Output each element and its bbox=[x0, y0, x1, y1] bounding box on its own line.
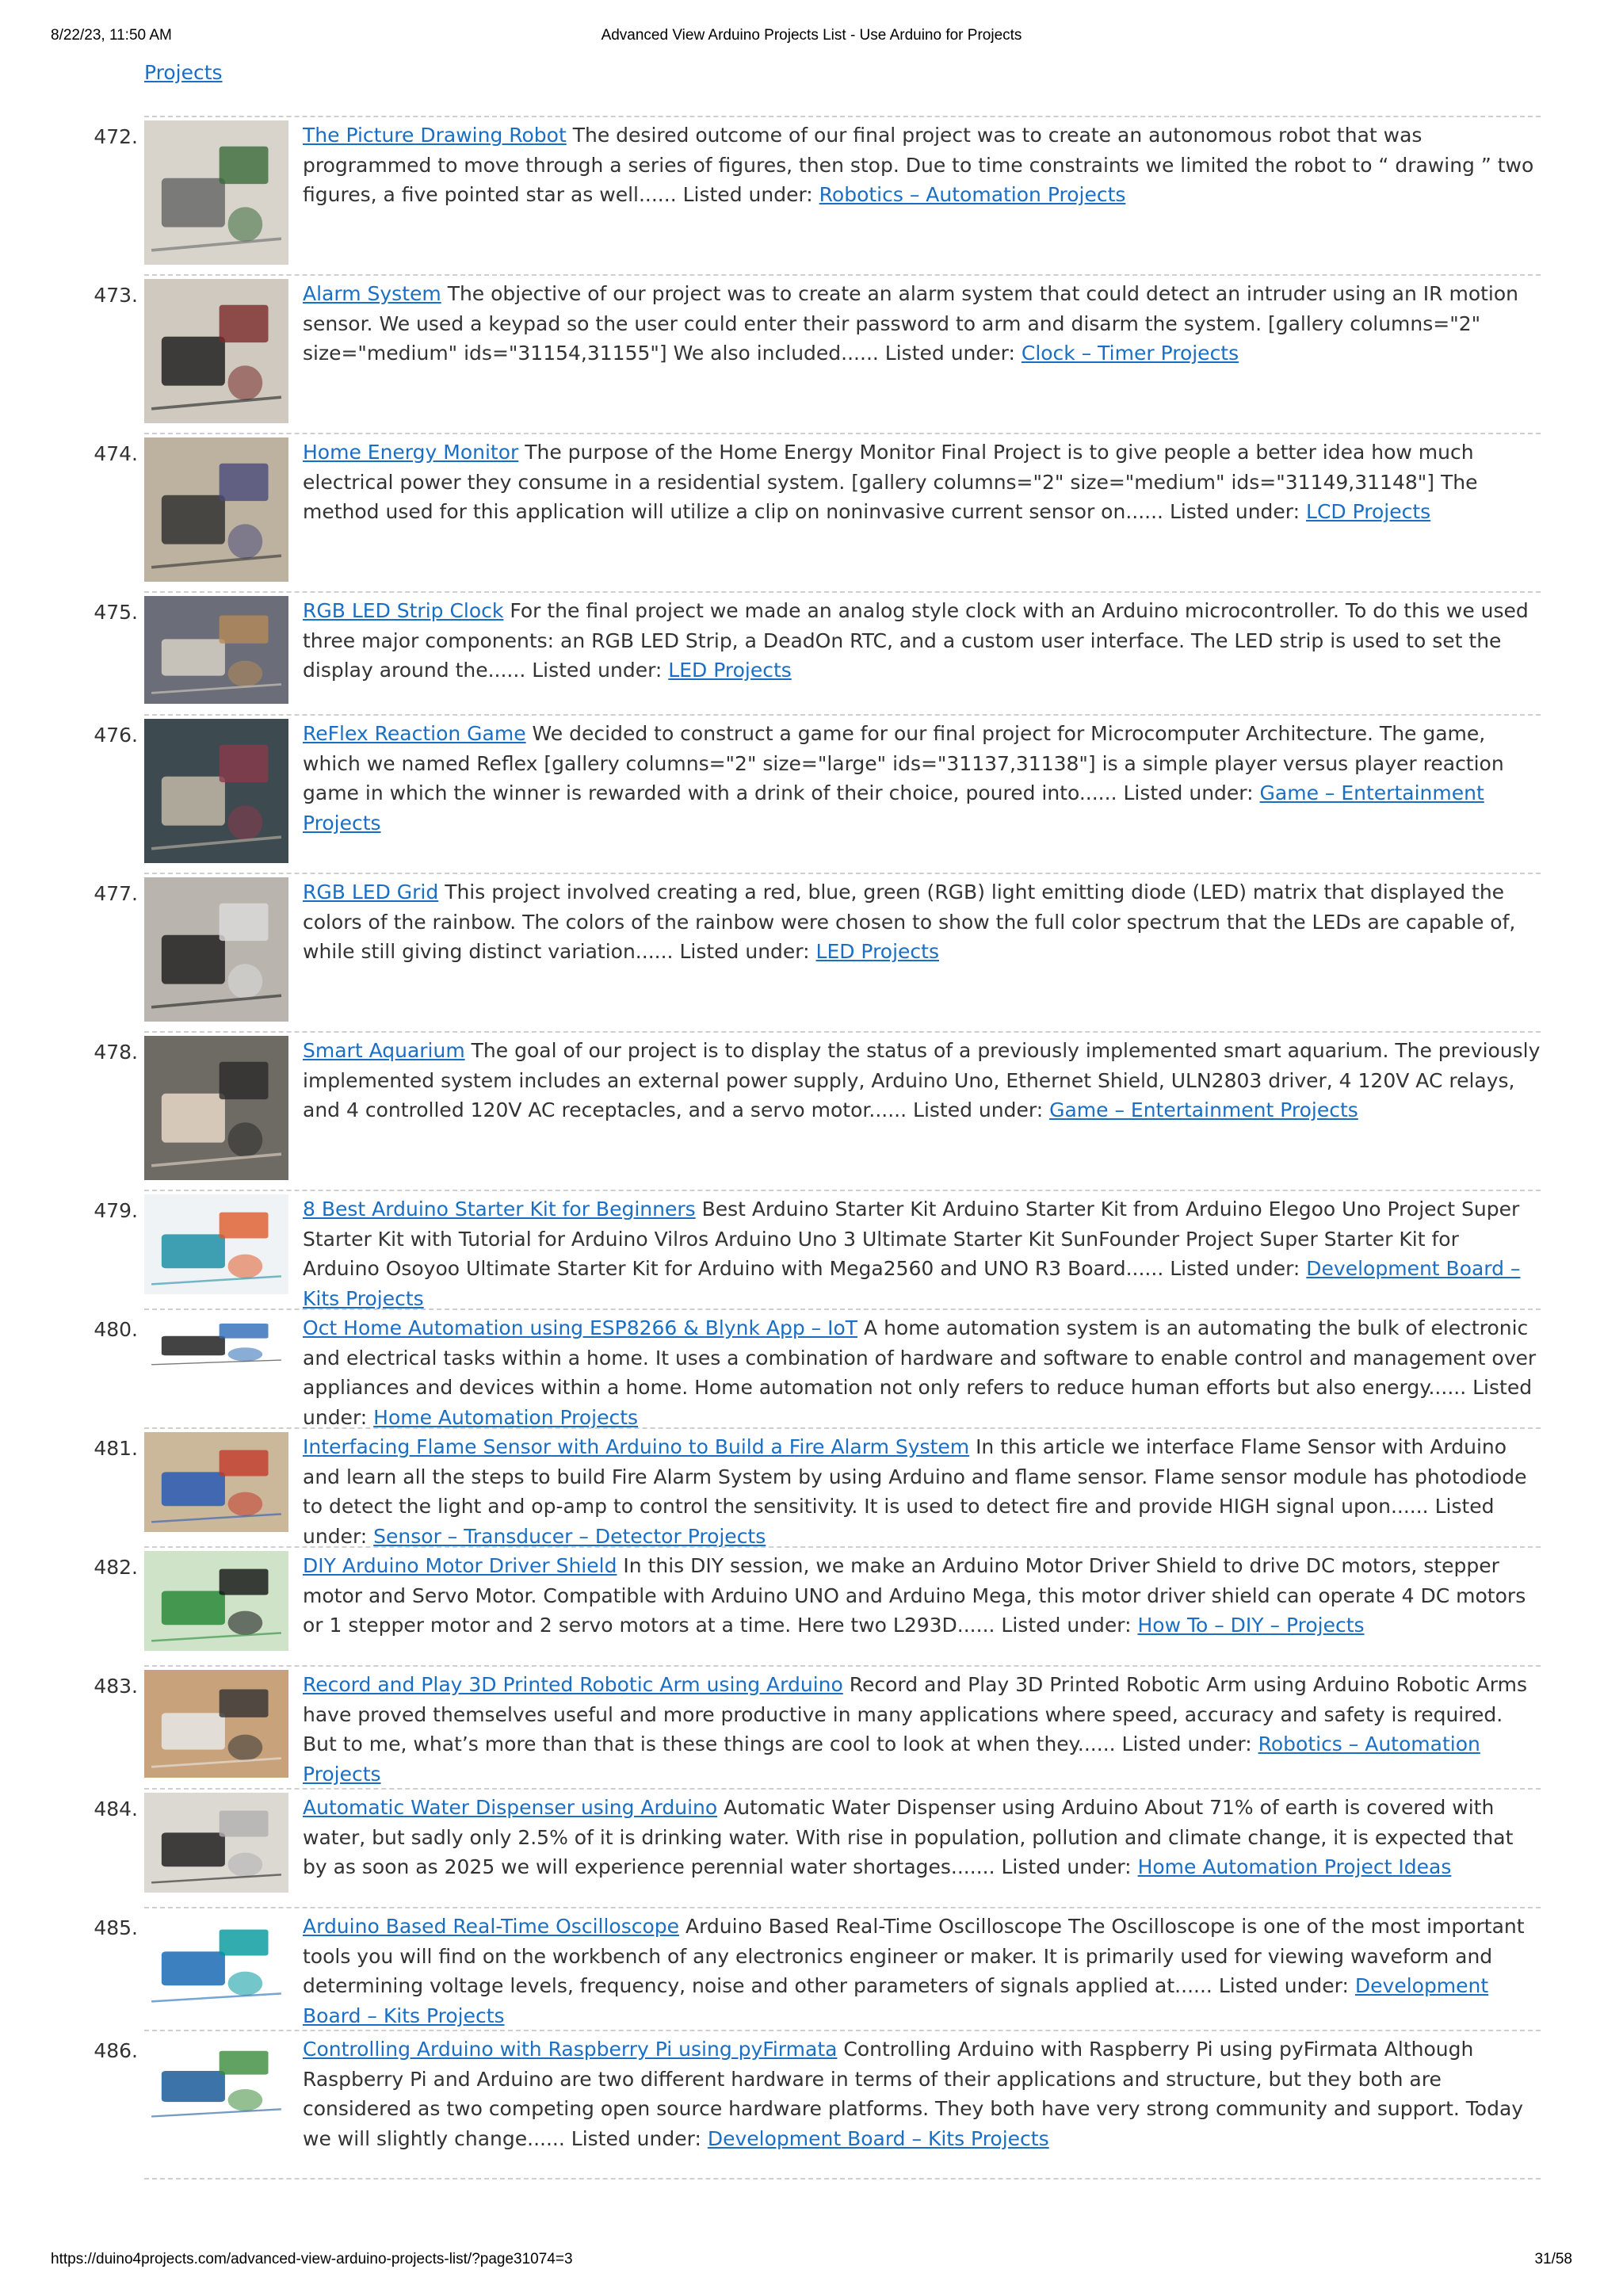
project-description: Record and Play 3D Printed Robotic Arm using Arduino Robotic Arms have proved themselves useful and more productive in many applications where speed, accuracy and safety is required. But to me, what’s more than that is these things are cool to look at when they...... bbox=[303, 1673, 1527, 1755]
category-link[interactable]: How To – DIY – Projects bbox=[1137, 1614, 1365, 1637]
project-title-link[interactable]: Record and Play 3D Printed Robotic Arm using Arduino bbox=[303, 1673, 843, 1696]
print-datetime: 8/22/23, 11:50 AM bbox=[51, 27, 172, 44]
project-description: For the final project we made an analog style clock with an Arduino microcontroller. To do this we used three major components: an RGB LED Strip, a DeadOn RTC, and a custom user interface. The LED strip is used to set the display around the...... bbox=[303, 599, 1529, 682]
list-item bbox=[94, 1546, 1541, 1667]
list-item bbox=[94, 714, 1541, 874]
project-description: The goal of our project is to display the status of a previously implemented smart aquarium. The previously implemented system includes an external power supply, Arduino Uno, Ethernet Shield, ULN2803 driver, 4 120V AC relays, and 4 controlled 120V AC receptacles, and a servo motor...... bbox=[303, 1039, 1541, 1121]
item-text bbox=[303, 719, 1541, 838]
category-link[interactable]: LED Projects bbox=[668, 659, 792, 682]
category-link[interactable]: Development Board – Kits Projects bbox=[303, 1974, 1489, 2027]
item-text bbox=[303, 279, 1541, 369]
list-end-divider bbox=[144, 2178, 1541, 2179]
category-link[interactable]: Home Automation Projects bbox=[373, 1405, 639, 1429]
item-number: 480. bbox=[94, 1318, 138, 1341]
category-link[interactable]: Development Board – Kits Projects bbox=[303, 1257, 1521, 1310]
listed-under-label: Listed under: bbox=[1170, 1257, 1300, 1280]
category-link[interactable]: Clock – Timer Projects bbox=[1021, 342, 1239, 365]
print-footer bbox=[51, 2251, 1572, 2275]
list-item bbox=[94, 2030, 1541, 2179]
project-description: The objective of our project was to create an alarm system that could detect an intruder using an IR motion sensor. We used a keypad so the user could enter their password to arm and disarm the system. [gallery columns="2" size="medium" ids="31154,31155"] We also included...... bbox=[303, 282, 1519, 365]
item-number: 477. bbox=[94, 882, 138, 905]
item-text bbox=[303, 1194, 1541, 1313]
project-thumbnail[interactable] bbox=[144, 1313, 288, 1370]
project-title-link[interactable]: RGB LED Grid bbox=[303, 881, 439, 904]
project-thumbnail[interactable] bbox=[144, 1432, 288, 1532]
category-link[interactable]: Sensor – Transducer – Detector Projects bbox=[373, 1524, 766, 1548]
item-text bbox=[303, 1912, 1541, 2030]
listed-under-label: Listed under: bbox=[682, 183, 813, 206]
project-thumbnail[interactable] bbox=[144, 877, 288, 1022]
category-link[interactable]: Robotics – Automation Projects bbox=[303, 1733, 1480, 1786]
list-item bbox=[94, 1427, 1541, 1548]
project-title-link[interactable]: Automatic Water Dispenser using Arduino bbox=[303, 1796, 718, 1819]
item-text bbox=[303, 596, 1541, 686]
list-item bbox=[94, 873, 1541, 1033]
item-number: 484. bbox=[94, 1797, 138, 1820]
project-description: In this DIY session, we make an Arduino Motor Driver Shield to drive DC motors, stepper motor and Servo Motor. Compatible with Arduino UNO and Arduino Mega, this motor driver shield can operate 4 DC motors or 1 stepper motor and 2 servo motors at a time. Here two L293D...... bbox=[303, 1554, 1526, 1637]
item-text bbox=[303, 877, 1541, 967]
project-title-link[interactable]: Controlling Arduino with Raspberry Pi using pyFirmata bbox=[303, 2038, 838, 2061]
project-thumbnail[interactable] bbox=[144, 279, 288, 423]
list-item bbox=[94, 1190, 1541, 1310]
project-title-link[interactable]: Smart Aquarium bbox=[303, 1039, 465, 1062]
item-text bbox=[303, 1036, 1541, 1125]
item-text bbox=[303, 1670, 1541, 1789]
project-description: Best Arduino Starter Kit Arduino Starter Kit from Arduino Elegoo Uno Project Super Starter Kit with Tutorial for Arduino Vilros Arduino Uno 3 Ultimate Starter Kit SunFounder Project Super Starter Kit for Arduino Osoyoo Ultimate Starter Kit for Arduino with Mega2560 and UNO R3 Board...... bbox=[303, 1198, 1520, 1280]
list-item bbox=[94, 1907, 1541, 2031]
category-link[interactable]: Game – Entertainment Projects bbox=[1049, 1098, 1358, 1121]
list-item bbox=[94, 116, 1541, 276]
project-thumbnail[interactable] bbox=[144, 2034, 288, 2126]
listed-under-label: Listed under: bbox=[571, 2126, 701, 2150]
item-number: 483. bbox=[94, 1675, 138, 1698]
list-item bbox=[94, 1031, 1541, 1191]
project-description: In this article we interface Flame Sensor with Arduino and learn all the steps to build Fire Alarm System by using Arduino and flame sensor. Flame sensor module has photodiode to detect the light and op-amp to control the sensitivity. It is used to detect fire and provide HIGH signal upon...... bbox=[303, 1435, 1527, 1518]
listed-under-label: Listed under: bbox=[303, 1495, 1495, 1548]
project-description: A home automation system is an automating the bulk of electronic and electrical tasks within a home. It uses a combination of hardware and software to enable control and management over appliances and devices within a home. Home automation not only refers to reduce human efforts but also energy...... bbox=[303, 1316, 1537, 1399]
item-number: 486. bbox=[94, 2039, 138, 2062]
item-text bbox=[303, 437, 1541, 527]
project-thumbnail[interactable] bbox=[144, 1793, 288, 1893]
project-thumbnail[interactable] bbox=[144, 120, 288, 265]
project-thumbnail[interactable] bbox=[144, 1912, 288, 2011]
projects-link[interactable]: Projects bbox=[144, 61, 223, 84]
item-number: 472. bbox=[94, 125, 138, 148]
project-title-link[interactable]: 8 Best Arduino Starter Kit for Beginners bbox=[303, 1198, 696, 1221]
item-number: 473. bbox=[94, 284, 138, 307]
category-link[interactable]: Home Automation Project Ideas bbox=[1137, 1855, 1452, 1878]
project-title-link[interactable]: Interfacing Flame Sensor with Arduino to Build a Fire Alarm System bbox=[303, 1435, 970, 1458]
item-number: 476. bbox=[94, 724, 138, 747]
project-thumbnail[interactable] bbox=[144, 1551, 288, 1651]
project-thumbnail[interactable] bbox=[144, 1036, 288, 1180]
project-title-link[interactable]: The Picture Drawing Robot bbox=[303, 124, 567, 147]
project-description: The desired outcome of our final project was to create an autonomous robot that was programmed to move through a series of figures, then stop. Due to time constraints we limited the robot to “ drawing ” two figures, a five pointed star as well...... bbox=[303, 124, 1534, 206]
listed-under-label: Listed under: bbox=[1001, 1855, 1132, 1878]
listed-under-label: Listed under: bbox=[303, 1376, 1533, 1429]
category-link[interactable]: Development Board – Kits Projects bbox=[707, 2126, 1049, 2150]
project-description: Arduino Based Real-Time Oscilloscope The Oscilloscope is one of the most important tools you will find on the workbench of any electronics engineer or maker. It is primarily used for viewing waveform and determining voltage levels, frequency, noise and other parameters of signals applied at...... bbox=[303, 1915, 1525, 1997]
project-title-link[interactable]: Home Energy Monitor bbox=[303, 441, 519, 464]
item-number: 478. bbox=[94, 1041, 138, 1064]
item-text bbox=[303, 1313, 1541, 1432]
item-text bbox=[303, 2034, 1541, 2153]
category-link[interactable]: LED Projects bbox=[815, 940, 939, 963]
project-title-link[interactable]: DIY Arduino Motor Driver Shield bbox=[303, 1554, 617, 1577]
item-text bbox=[303, 1551, 1541, 1641]
item-number: 481. bbox=[94, 1437, 138, 1460]
list-item bbox=[94, 1665, 1541, 1790]
project-thumbnail[interactable] bbox=[144, 596, 288, 704]
item-number: 482. bbox=[94, 1556, 138, 1579]
list-item bbox=[94, 1788, 1541, 1908]
print-page-title: Advanced View Arduino Projects List - Use Arduino for Projects bbox=[601, 27, 1022, 44]
print-header bbox=[51, 27, 1572, 51]
project-thumbnail[interactable] bbox=[144, 437, 288, 582]
listed-under-label: Listed under: bbox=[679, 940, 810, 963]
project-title-link[interactable]: Alarm System bbox=[303, 282, 441, 305]
category-link[interactable]: Game – Entertainment Projects bbox=[303, 781, 1484, 835]
project-description: This project involved creating a red, blue, green (RGB) light emitting diode (LED) matrix that displayed the colors of the rainbow. The colors of the rainbow were chosen to show the full color spectrum that the LEDs are capable of, while still giving distinct variation...... bbox=[303, 881, 1516, 963]
list-item bbox=[94, 433, 1541, 593]
item-number: 479. bbox=[94, 1199, 138, 1222]
item-number: 475. bbox=[94, 601, 138, 624]
category-link[interactable]: Robotics – Automation Projects bbox=[819, 183, 1126, 206]
project-thumbnail[interactable] bbox=[144, 1194, 288, 1294]
project-thumbnail[interactable] bbox=[144, 1670, 288, 1778]
listed-under-label: Listed under: bbox=[1001, 1614, 1132, 1637]
project-title-link[interactable]: Oct Home Automation using ESP8266 & Blynk App – IoT bbox=[303, 1316, 858, 1339]
print-page-number: 31/58 bbox=[1534, 2251, 1572, 2267]
listed-under-label: Listed under: bbox=[913, 1098, 1044, 1121]
project-description: Controlling Arduino with Raspberry Pi using pyFirmata Although Raspberry Pi and Arduino are two different hardware in terms of their applications and structure, but they both are considered as two competing open source hardware platforms. They both have very strong community and support. Today we will slightly change...... bbox=[303, 2038, 1524, 2150]
listed-under-label: Listed under: bbox=[1218, 1974, 1349, 1997]
list-item bbox=[94, 274, 1541, 434]
listed-under-label: Listed under: bbox=[1169, 500, 1300, 523]
item-text bbox=[303, 1432, 1541, 1551]
listed-under-label: Listed under: bbox=[884, 342, 1015, 365]
listed-under-label: Listed under: bbox=[1123, 781, 1254, 804]
list-item bbox=[94, 1308, 1541, 1429]
item-text bbox=[303, 120, 1541, 210]
item-number: 485. bbox=[94, 1916, 138, 1939]
project-description: We decided to construct a game for our final project for Microcomputer Architecture. The game, which we named Reflex [gallery columns="2" size="large" ids="31137,31138"] is a simple player versus player reaction game in which the winner is rewarded with a drink of their choice, poured into...... bbox=[303, 722, 1504, 804]
print-url: https://duino4projects.com/advanced-view-arduino-projects-list/?page31074=3 bbox=[51, 2251, 573, 2267]
project-title-link[interactable]: RGB LED Strip Clock bbox=[303, 599, 504, 622]
listed-under-label: Listed under: bbox=[1121, 1733, 1252, 1755]
item-text bbox=[303, 1793, 1541, 1882]
listed-under-label: Listed under: bbox=[532, 659, 663, 682]
category-link[interactable]: LCD Projects bbox=[1306, 500, 1431, 523]
list-item bbox=[94, 591, 1541, 716]
project-thumbnail[interactable] bbox=[144, 719, 288, 863]
project-description: The purpose of the Home Energy Monitor Final Project is to give people a better idea how much electrical power they consume in a residential system. [gallery columns="2" size="medium" ids="31149,31148"] The method used for this application will utilize a clip on noninvasive current sensor on...... bbox=[303, 441, 1478, 523]
project-title-link[interactable]: Arduino Based Real-Time Oscilloscope bbox=[303, 1915, 680, 1938]
item-number: 474. bbox=[94, 442, 138, 465]
project-title-link[interactable]: ReFlex Reaction Game bbox=[303, 722, 526, 745]
project-description: Automatic Water Dispenser using Arduino About 71% of earth is covered with water, but sadly only 2.5% of it is drinking water. With rise in population, pollution and climate change, it is expected that by as soon as 2025 we will experience perennial water shortages....... bbox=[303, 1796, 1514, 1878]
